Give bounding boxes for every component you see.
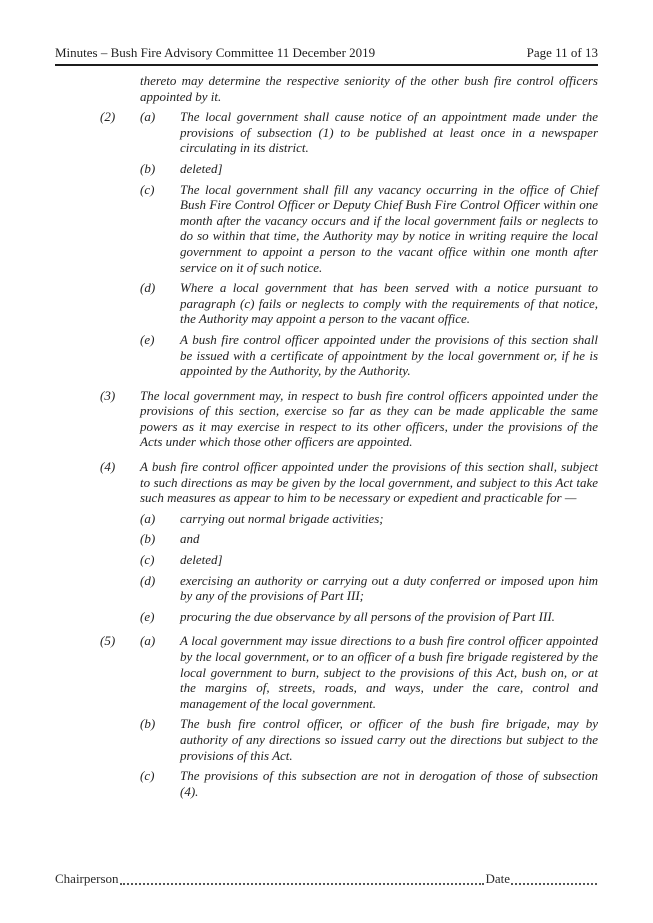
item-letter: (a) [140,109,156,125]
item-letter: (b) [140,160,156,176]
item-text: A bush fire control officer appointed under the provisions of this section shall be issued with a certificate of appointment by the local government or, if he is appointed by the Authority, by the Authority. [180,331,598,379]
item-number [100,332,140,379]
item-text: and [180,531,200,547]
document-row [55,459,598,506]
date-label: Date [485,871,510,886]
document-row [55,332,598,379]
item-letter: (c) [140,768,155,784]
document-row [55,280,598,327]
item-number [100,573,140,604]
item-number [100,182,140,276]
page-footer [55,871,598,887]
document-row [55,161,598,177]
document-body [55,73,598,799]
item-text: The local government shall fill any vacancy occurring in the office of Chief Bush Fire Control Officer or Deputy Chief Bush Fire Control Officer within one month after the vacancy occurs and if the local government fails or neglects to do so within that time, the Authority may by notice in writing require the local government to appoint a person to the vacant office within one month after service on it of such notice. [180,181,598,275]
item-number [100,716,140,763]
item-text: deleted] [180,160,223,176]
item-letter: (c) [140,552,155,568]
page-header [55,45,598,66]
chairperson-label: Chairperson [55,871,119,886]
item-letter: (e) [140,608,155,624]
item-number [100,161,140,177]
item-number [100,280,140,327]
document-row [55,531,598,547]
item-letter: (c) [140,181,155,197]
item-letter: (a) [140,633,156,649]
item-text: deleted] [180,552,223,568]
document-row [55,73,598,104]
document-row [55,633,598,711]
header-page-number: Page 11 of 13 [526,45,598,60]
item-number [100,73,140,104]
document-row [55,552,598,568]
item-letter: (e) [140,331,155,347]
item-text: Where a local government that has been served with a notice pursuant to paragraph (c) fails or neglects to comply with the requirements of that notice, the Authority may appoint a person to the vacant office. [180,280,598,327]
item-number: (2) [100,109,116,125]
item-letter: (b) [140,531,156,547]
document-row [55,573,598,604]
item-text: The local government may, in respect to bush fire control officers appointed under the provisions of this section, exercise so far as they can be made applicable the same powers as it may exercise in respect to its other officers, under the provisions of the Acts under which those other officers are appointed. [140,387,598,450]
item-number [100,768,140,799]
document-row [55,609,598,625]
item-number [100,552,140,568]
document-row [55,768,598,799]
item-text: thereto may determine the respective seniority of the other bush fire control officers appointed by it. [140,73,598,104]
header-title: Minutes – Bush Fire Advisory Committee 11 December 2019 [55,45,376,60]
document-row [55,182,598,276]
item-letter: (a) [140,510,156,526]
document-row [55,511,598,527]
item-text: The local government shall cause notice of an appointment made under the provisions of subsection (1) to be published at least once in a newspaper circulating in its district. [180,109,598,156]
item-letter: (b) [140,716,156,732]
item-letter: (d) [140,280,156,296]
item-text: The bush fire control officer, or officer of the bush fire brigade, may by authority of any directions so issued carry out the directions but subject to the provisions of this Act. [180,716,598,763]
item-number: (5) [100,633,116,649]
item-number: (3) [100,387,116,403]
document-row [55,388,598,450]
document-row [55,109,598,156]
item-number: (4) [100,459,116,475]
item-text: A local government may issue directions to a bush fire control officer appointed by the local government, or to an officer of a bush fire brigade registered by the local government to burn, subject to the provisions of this Act, bush on, or at the margins of, streets, roads, and ways, under the care, control and management of the local government. [180,633,598,711]
item-text: exercising an authority or carrying out a duty conferred or imposed upon him by any of the provisions of Part III; [180,572,598,604]
date-line [511,879,597,885]
item-number [100,609,140,625]
item-text: A bush fire control officer appointed under the provisions of this section shall, subject to such directions as may be given by the local government, and subject to this Act take such measures as appear to him to be necessary or expedient and practicable for — [140,459,598,506]
item-text: carrying out normal brigade activities; [180,510,384,526]
document-row [55,716,598,763]
item-text: procuring the due observance by all persons of the provision of Part III. [180,608,555,624]
item-text: The provisions of this subsection are not in derogation of those of subsection (4). [180,768,598,799]
item-letter: (d) [140,572,156,588]
item-number [100,531,140,547]
item-number [100,511,140,527]
chairperson-signature-line [120,879,485,885]
